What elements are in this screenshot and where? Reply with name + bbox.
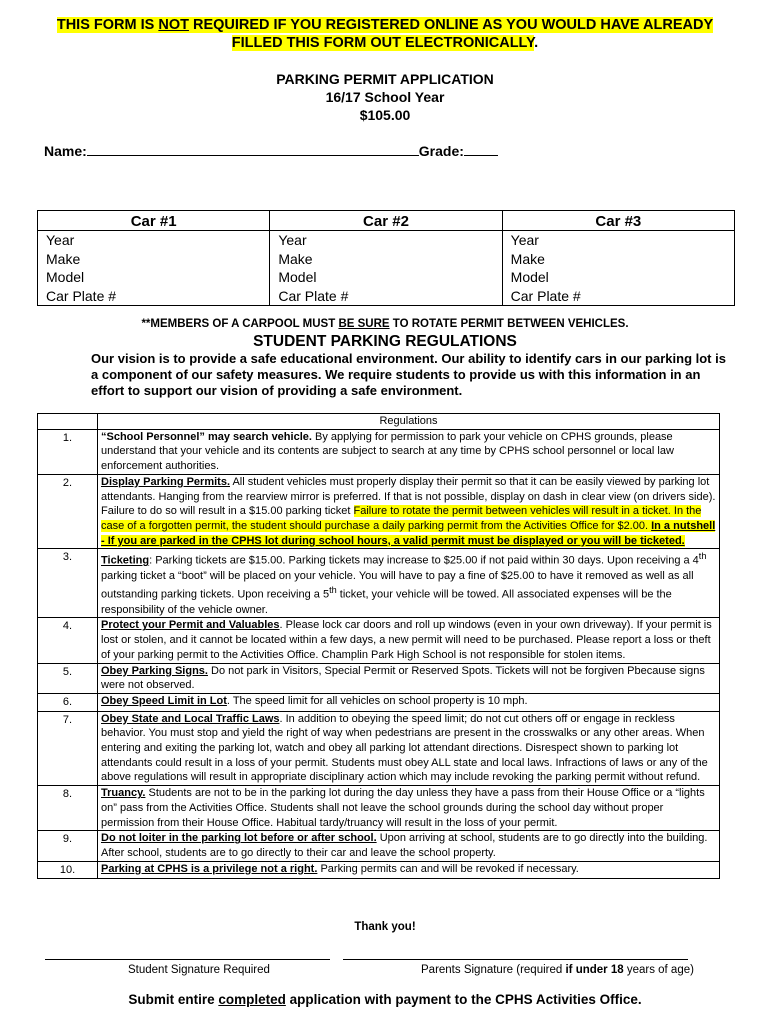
submit-instruction <box>0 992 770 1007</box>
regulation-body: . Please lock car doors and roll up windows (even in your own driveway). If your permit is lost or stolen, and it cannot be located within a few days, a new permit will need to be purchased. Please report a loss or theft of your parking permit to the Activities Office. Champlin Park High School is not responsible for stolen items. <box>101 619 712 661</box>
car-year-label: Year <box>278 232 307 248</box>
regulation-number: 9. <box>38 831 98 861</box>
table-row <box>38 618 720 663</box>
notice-line-2: FILLED THIS FORM OUT ELECTRONICALLY <box>231 35 535 51</box>
car-1-fields[interactable] <box>38 231 270 306</box>
table-row <box>38 549 720 618</box>
grade-label: Grade: <box>418 143 464 159</box>
student-signature-label: Student Signature Required <box>128 964 270 976</box>
parent-signature-label <box>421 964 694 976</box>
regulation-lead: Truancy. <box>101 787 146 800</box>
carpool-text: **MEMBERS OF A CARPOOL MUST <box>141 318 339 330</box>
table-row <box>38 663 720 693</box>
car-2-header: Car #2 <box>270 211 502 231</box>
regulation-body: Do not park in Visitors, Special Permit or Reserved Spots. Tickets will not be forgiven Pbecause signs were not observed. <box>101 664 705 692</box>
regulation-body: Students are not to be in the parking lot during the day unless they have a pass from their House Office or a “lights on” pass from the Activities Office. Students shall not leave the school grounds during the school day without proper permission from their House Office. Habitual tardy/truancy will result in the loss of your permit. <box>101 787 705 829</box>
table-row <box>38 474 720 549</box>
thank-you-text: Thank you! <box>354 921 416 933</box>
carpool-notice <box>0 318 770 330</box>
car-plate-label: Car Plate # <box>278 287 349 304</box>
parent-label-text-2: years of age) <box>623 964 694 976</box>
car-3-header: Car #3 <box>502 211 734 231</box>
submit-completed: completed <box>218 992 286 1007</box>
car-year-label: Year <box>510 232 539 248</box>
school-year: 16/17 School Year <box>325 89 445 105</box>
regulation-lead: Ticketing <box>101 554 150 567</box>
name-label: Name: <box>44 143 87 159</box>
carpool-text-2: TO ROTATE PERMIT BETWEEN VEHICLES. <box>389 318 629 330</box>
regulation-text <box>98 831 720 861</box>
car-make-label: Make <box>46 250 81 267</box>
regulations-header-blank <box>38 414 98 430</box>
car-make-label: Make <box>510 250 545 267</box>
regulation-body: . In addition to obeying the speed limit; do not cut others off or engage in reckless behavior. You must stop and yield the right of way when pedestrians are present in the crosswalks or any other areas. When entering and exiting the parking lot, watch and obey all parking lot attendant directions. Disrespect shown to parking lot attendants could result in a loss of your permit. Students must obey ALL state and local laws. Infractions of laws or any of the above regulations will result in appropriate disciplinary action which may include revoking the parking permit without refund. <box>101 712 708 784</box>
table-row <box>38 831 720 861</box>
car-year-label: Year <box>46 232 75 248</box>
ordinal-suffix: th <box>329 585 337 596</box>
regulation-number: 8. <box>38 786 98 831</box>
regulation-text <box>98 429 720 474</box>
regulation-number: 4. <box>38 618 98 663</box>
regulation-body-3: ticket, your vehicle will be towed. All associated expenses will be the responsibility of the vehicle owner. <box>101 589 672 616</box>
ordinal-suffix: th <box>698 551 707 562</box>
notice-text-2: REQUIRED IF YOU REGISTERED ONLINE AS YOU WOULD HAVE ALREADY <box>188 17 714 33</box>
regulation-body: : Parking tickets are $15.00. Parking tickets may increase to $25.00 if not paid within 30 days. Upon receiving a 4 <box>149 554 699 567</box>
form-title: PARKING PERMIT APPLICATION <box>276 71 494 87</box>
regulation-text <box>98 474 720 549</box>
regulation-lead: Protect your Permit and Valuables <box>101 619 280 632</box>
car-model-label: Model <box>278 269 317 285</box>
name-grade-row <box>44 142 498 159</box>
notice-period: . <box>534 35 539 51</box>
regulation-text <box>98 549 720 618</box>
regulation-body: By applying for permission to park your vehicle on CPHS grounds, please understand that your vehicle and its contents are subject to search at any time by CPHS school personnel or local law enforcement authorities. <box>101 430 674 473</box>
regulation-highlight-bold: In a nutshell - If you are parked in the CPHS lot during school hours, a valid permit must be displayed or you will be ticketed. <box>101 519 716 547</box>
car-plate-label: Car Plate # <box>46 287 117 304</box>
regulation-text <box>98 861 720 879</box>
table-row <box>38 693 720 711</box>
regulation-body: Parking permits can and will be revoked if necessary. <box>317 862 579 875</box>
regulations-table <box>37 413 720 879</box>
submit-text: Submit entire <box>128 992 219 1007</box>
notice-text: THIS FORM IS <box>56 17 159 33</box>
regulation-number: 6. <box>38 693 98 711</box>
car-make-label: Make <box>278 250 313 267</box>
regulation-body: Upon arriving at school, students are to go directly into the building. After school, students are to go directly to their car and leave the school property. <box>101 832 708 859</box>
regulation-number: 7. <box>38 711 98 786</box>
parent-signature-line[interactable] <box>343 955 688 960</box>
regulation-text <box>98 786 720 831</box>
online-registration-notice <box>0 16 770 52</box>
regulation-lead: Parking at CPHS is a privilege not a right. <box>101 862 318 875</box>
parent-label-bold: if under 18 <box>565 964 624 976</box>
regulation-number: 1. <box>38 429 98 474</box>
regulation-number: 10. <box>38 861 98 879</box>
regulation-body: All student vehicles must properly display their permit so that it can be easily viewed by parking lot attendants. Hanging from the rearview mirror is preferred. If that is not possible, display on dash in clear view (on drivers side). Failure to do so will result in a $15.00 parking ticket <box>101 475 716 518</box>
regulation-text <box>98 618 720 663</box>
car-1-header: Car #1 <box>38 211 270 231</box>
regulation-body: . The speed limit for all vehicles on school property is 10 mph. <box>226 694 528 707</box>
regulation-lead: Obey State and Local Traffic Laws <box>101 712 280 725</box>
regulations-heading: STUDENT PARKING REGULATIONS <box>253 333 517 350</box>
regulation-highlight: Failure to rotate the permit between vehicles will result in a ticket. In the case of a forgotten permit, the student should purchase a daily parking permit from the Activities Office for $2.00. <box>101 505 702 532</box>
table-row <box>38 786 720 831</box>
regulations-title: Regulations <box>98 414 720 430</box>
regulation-number: 3. <box>38 549 98 618</box>
regulation-text <box>98 693 720 711</box>
car-3-fields[interactable] <box>502 231 734 306</box>
regulation-lead: Obey Speed Limit in Lot <box>101 694 227 707</box>
regulation-lead: “School Personnel” may search vehicle. <box>101 430 312 443</box>
car-info-table <box>37 210 735 306</box>
regulation-number: 2. <box>38 474 98 549</box>
table-row <box>38 861 720 879</box>
regulation-lead: Obey Parking Signs. <box>101 664 208 677</box>
car-model-label: Model <box>510 269 549 285</box>
regulation-number: 5. <box>38 663 98 693</box>
regulation-text <box>98 711 720 786</box>
notice-not: NOT <box>158 17 189 33</box>
regulation-text <box>98 663 720 693</box>
submit-text-2: application with payment to the CPHS Activities Office. <box>285 992 642 1007</box>
car-model-label: Model <box>46 269 85 285</box>
regulation-lead: Display Parking Permits. <box>101 475 230 488</box>
vision-statement: Our vision is to provide a safe educational environment. Our ability to identify cars in our parking lot is a component of our safety measures. We require students to provide us with this information in an effort to support our vision of providing a safe environment. <box>91 351 726 398</box>
car-2-fields[interactable] <box>270 231 502 306</box>
car-plate-label: Car Plate # <box>510 287 581 304</box>
parent-label-text: Parents Signature (required <box>421 964 566 976</box>
permit-price: $105.00 <box>359 107 411 123</box>
carpool-be-sure: BE SURE <box>338 318 390 330</box>
name-field[interactable] <box>87 142 419 156</box>
table-row <box>38 429 720 474</box>
table-row <box>38 711 720 786</box>
grade-field[interactable] <box>464 142 498 156</box>
regulation-body-2: parking ticket a “boot” will be placed on your vehicle. You will have to pay a fine of $25.00 to have it removed as well as all outstanding parking tickets. Upon receiving a 5 <box>101 569 694 602</box>
regulation-lead: Do not loiter in the parking lot before or after school. <box>101 832 377 845</box>
student-signature-line[interactable] <box>45 955 330 960</box>
